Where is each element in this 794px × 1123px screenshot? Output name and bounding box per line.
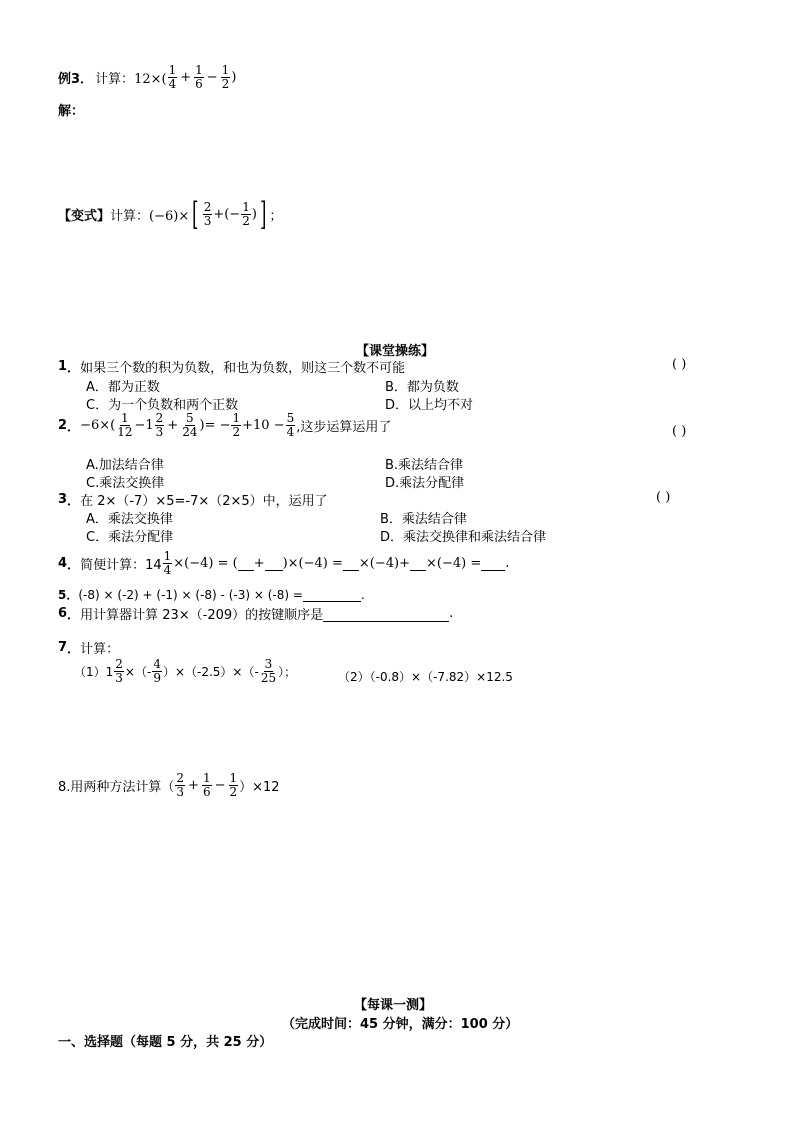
q1-text: 如果三个数的积为负数，和也为负数，则这三个数不可能 [80, 361, 406, 376]
close-paren: ) [231, 69, 237, 85]
q2-option-c: C.乘法交换律 [86, 476, 165, 491]
example3-line [58, 64, 236, 90]
fraction: $\frac{1}{2}$ [229, 771, 238, 799]
period: . [505, 555, 510, 571]
q3-line: 3 ． 在 2×（-7）×5=-7×（2×5）中，运用了 [58, 492, 328, 509]
semicolon: ； [269, 208, 283, 224]
operator: + [253, 555, 265, 571]
q4-expr: ×(−4)+ [358, 555, 410, 571]
q1-option-d: D．以上均不对 [385, 398, 474, 413]
period: . [449, 606, 454, 621]
q7-part2: （2）（-0.8）×（-7.82）×12.5 [338, 670, 513, 684]
q7-line: 7 ． 计算： [58, 640, 120, 657]
q4-expr: )×(−4) = [282, 555, 343, 571]
fraction: $\frac{2}{3}$ [203, 199, 212, 228]
q4-line: 4 ． 简便计算：14 $\frac{1}{4}$ ×(−4) = ( + )×(−4) = ×(−4)+ ×(−4) = . [58, 549, 510, 577]
q7-number: 7 [58, 640, 68, 655]
q3-option-b: B．乘法结合律 [380, 512, 467, 527]
q7-expr: ×（- [124, 664, 152, 679]
operator: − [206, 69, 218, 85]
variant-label: 【变式】 [58, 208, 111, 224]
q7-part1-label: （1）1 [74, 664, 114, 679]
q1-option-c: C．为一个负数和两个正数 [86, 398, 239, 413]
fraction: $\frac{1}{6}$ [195, 63, 203, 91]
q7-part1 [74, 658, 296, 684]
left-bracket: [ [192, 195, 199, 233]
q4-blank-5[interactable] [481, 555, 505, 571]
q2-lead: −6×( [80, 417, 116, 433]
fraction: $\frac{2}{3}$ [176, 771, 185, 799]
q3-number: 3 [58, 492, 68, 507]
q7-text: 计算： [80, 642, 120, 657]
q1-line: 1 ． 如果三个数的积为负数，和也为负数，则这三个数不可能 [58, 359, 406, 376]
q3-option-d: D．乘法交换律和乘法结合律 [380, 530, 547, 545]
q4-blank-2[interactable] [265, 555, 283, 571]
test-header: 【每课一测】 [354, 998, 433, 1013]
q7-expr: ）； [278, 664, 297, 679]
q6-number: 6 [58, 606, 68, 621]
fraction: $\frac{5}{4}$ [286, 411, 295, 439]
operator: + [167, 417, 179, 433]
q1-answer-paren: ( ) [672, 357, 687, 372]
variant-line [58, 195, 283, 233]
q6-blank[interactable] [323, 606, 449, 622]
q4-blank-1[interactable] [238, 555, 254, 571]
q5-blank[interactable] [303, 587, 361, 602]
q2-tail: ,这步运算运用了 [296, 419, 392, 435]
q5-number: 5 [58, 587, 67, 602]
q6-text: 用计算器计算 23×（-209）的按键顺序是 [80, 608, 324, 623]
fraction: $\frac{1}{6}$ [202, 771, 211, 799]
fraction: $\frac{1}{2}$ [221, 63, 230, 91]
fraction: $\frac{2}{3}$ [155, 411, 164, 439]
q1-option-b: B．都为负数 [385, 380, 459, 395]
q3-answer-paren: ( ) [656, 490, 671, 505]
q2-option-b: B.乘法结合律 [385, 458, 464, 473]
q2-number: 2 [58, 417, 68, 433]
q2-line: 2 ． −6×( $\frac{1}{12}$ −1 $\frac{2}{3}$ + $\frac{5}{24}$ )= − $\frac{1}{2}$ +10 − $\frac{5}{4}$ ,这步运算运用了 [58, 411, 392, 439]
variant-prompt: 计算：(−6)× [110, 208, 190, 224]
operator: )= − [199, 417, 231, 433]
fraction: $\frac{1}{4}$ [163, 549, 172, 577]
q8-line [58, 772, 280, 798]
q3-text: 在 2×（-7）×5=-7×（2×5）中，运用了 [80, 494, 328, 509]
fraction: $\frac{3}{25}$ [260, 657, 277, 685]
operator: −1 [134, 417, 154, 433]
operator: +(− [213, 206, 241, 222]
example3-dot: ． [80, 71, 94, 87]
operator: + [180, 69, 192, 85]
operator: − [214, 777, 226, 793]
example3-label: 例3 [58, 71, 81, 87]
q2-answer-paren: ( ) [672, 424, 687, 439]
q4-blank-4[interactable] [410, 555, 426, 571]
q2-option-a: A.加法结合律 [86, 458, 164, 473]
fraction: $\frac{5}{24}$ [182, 411, 198, 439]
right-bracket: ] [260, 195, 267, 233]
q1-number: 1 [58, 359, 68, 374]
close-paren: ) [251, 206, 257, 222]
practice-header: 【课堂操练】 [356, 344, 435, 359]
q8-text: 8.用两种方法计算（ [58, 779, 175, 795]
operator: + [188, 777, 199, 793]
q8-tail: ）×12 [239, 779, 280, 795]
fraction: $\frac{1}{2}$ [232, 411, 241, 439]
q7-expr: ）×（-2.5）×（- [162, 664, 259, 679]
q5-text: (-8) × (-2) + (-1) × (-8) - (-3) × (-8) = [78, 587, 303, 602]
operator: +10 − [242, 417, 285, 433]
fraction: $\frac{1}{4}$ [168, 63, 177, 91]
fraction: $\frac{2}{3}$ [115, 657, 123, 685]
section-choice-title: 一、选择题（每题 5 分，共 25 分） [58, 1035, 273, 1050]
q3-option-a: A．乘法交换律 [86, 512, 173, 527]
q3-option-c: C．乘法分配律 [86, 530, 174, 545]
test-subheader: （完成时间：45 分钟，满分：100 分） [282, 1017, 519, 1032]
q1-option-a: A．都为正数 [86, 380, 160, 395]
q4-lead: 简便计算：14 [80, 557, 162, 573]
q4-expr: ×(−4) = ( [173, 555, 238, 571]
fraction: $\frac{4}{9}$ [153, 657, 161, 685]
period: . [360, 587, 365, 602]
q5-line: 5 ． (-8) × (-2) + (-1) × (-8) - (-3) × (-8) = . [58, 587, 365, 602]
solution-label: 解： [58, 104, 85, 119]
fraction: $\frac{1}{2}$ [242, 199, 250, 228]
q2-option-d: D.乘法分配律 [385, 476, 465, 491]
q4-number: 4 [58, 555, 68, 571]
example3-prompt: 计算：12×( [95, 71, 167, 87]
fraction: $\frac{1}{12}$ [117, 411, 133, 439]
q4-expr: ×(−4) = [425, 555, 482, 571]
q6-line: 6 ． 用计算器计算 23×（-209）的按键顺序是 . [58, 606, 454, 623]
q4-blank-3[interactable] [343, 555, 359, 571]
